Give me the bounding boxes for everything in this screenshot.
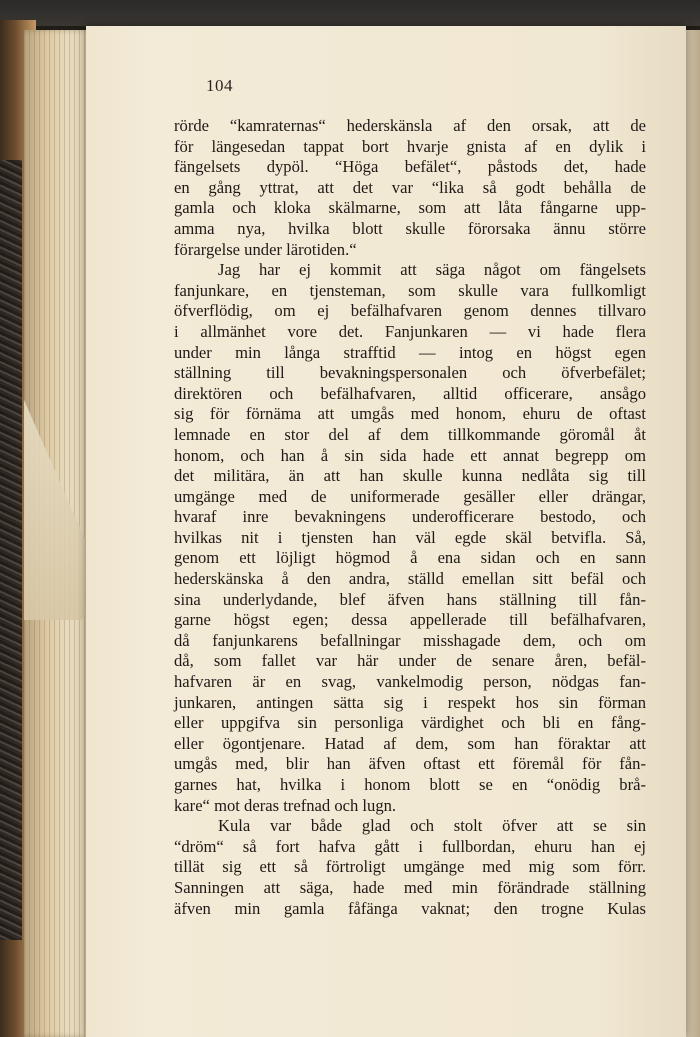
text-line: öfverflödig, om ej befälhafvaren genom dennes tillvaro [174, 301, 646, 321]
text-line: lemnade en stor del af dem tillkommande göromål åt [174, 424, 646, 444]
page-text [174, 116, 646, 919]
text-line: garnes hat, hvilka i honom blott se en “onödig brå- [174, 775, 646, 794]
right-page-edge [684, 30, 700, 1037]
text-line: det militära, än att han skulle kunna nedlåta sig till [174, 466, 646, 486]
text-line: för längesedan tappat bort hvarje gnista af en dylik i [174, 136, 646, 156]
text-line: eller ögontjenare. Hatad af dem, som han föraktar att [174, 733, 646, 753]
text-line: i allmänhet vore det. Fanjunkaren — vi hade flera [174, 321, 646, 341]
text-line: gamla och kloka skälmarne, som att låta fångarne upp- [174, 198, 646, 218]
text-line: amma nya, hvilka blott skulle förorsaka ännu större [174, 218, 646, 238]
text-line: hederskänska å den andra, ställd emellan sitt befäl och [174, 569, 646, 589]
text-line: hafvaren är en svag, vankelmodig person, nödgas fan- [174, 672, 646, 692]
text-line: umgänge med de uniformerade gesäller eller drängar, [174, 486, 646, 506]
text-line: fängelsets dypöl. “Höga befälet“, påstods det, hade [174, 157, 646, 177]
text-line: förargelse under lärotiden.“ [174, 239, 357, 259]
text-line: junkaren, antingen sätta sig i respekt hos sin förman [174, 692, 646, 712]
text-line: tillät sig ett så förtroligt umgänge med mig som förr. [174, 857, 646, 877]
text-line: garne högst egen; dessa appellerade till befälhafvaren, [174, 610, 646, 630]
text-line: eller uppgifva sin personliga värdighet och bli en fång- [174, 713, 646, 733]
text-line: då fanjunkarens befallningar misshagade dem, och om [174, 630, 646, 650]
text-line: då, som fallet var här under de senare åren, befäl- [174, 651, 646, 671]
text-line: Jag har ej kommit att säga något om fängelsets [218, 260, 646, 280]
text-line: umgås med, blir han äfven oftast ett föremål för fån- [174, 754, 646, 774]
text-line: en gång yttrat, att det var “lika så godt behålla de [174, 177, 646, 197]
text-line: äfven min gamla fåfänga vaknat; den trogne Kulas [174, 898, 646, 918]
text-line: Kula var både glad och stolt öfver att se sin [218, 816, 646, 836]
text-line: under min långa strafftid — intog en högst egen [174, 342, 646, 362]
text-line: fanjunkare, en tjensteman, som skulle vara fullkomligt [174, 280, 646, 300]
text-line: rörde “kamraternas“ hederskänsla af den orsak, att de [174, 116, 646, 135]
page-number: 104 [206, 76, 233, 95]
text-line: sig för förnäma att umgås med honom, ehuru de oftast [174, 404, 646, 424]
marbled-cover [0, 160, 22, 940]
text-line: direktören och befälhafvaren, alltid officerare, ansågo [174, 383, 646, 403]
text-line: hvilkas nit i tjensten han väl egde skäl betvifla. Så, [174, 527, 646, 547]
text-line: honom, och han å sin sida hade ett annat begrepp om [174, 445, 646, 465]
text-line: sina underlydande, blef äfven hans ställning till fån- [174, 589, 646, 609]
text-line: Sanningen att säga, hade med min förändrade ställning [174, 877, 646, 897]
desk-background [0, 0, 700, 26]
text-line: kare“ mot deras trefnad och lugn. [174, 795, 397, 815]
text-line: ställning till bevakningspersonalen och öfverbefälet; [174, 363, 646, 383]
text-line: “dröm“ så fort hafva gått i fullbordan, ehuru han ej [174, 836, 646, 856]
text-line: genom ett löjligt högmod å ena sidan och en sann [174, 548, 646, 568]
text-line: hvaraf inre bevakningens underofficerare bestodo, och [174, 507, 646, 527]
